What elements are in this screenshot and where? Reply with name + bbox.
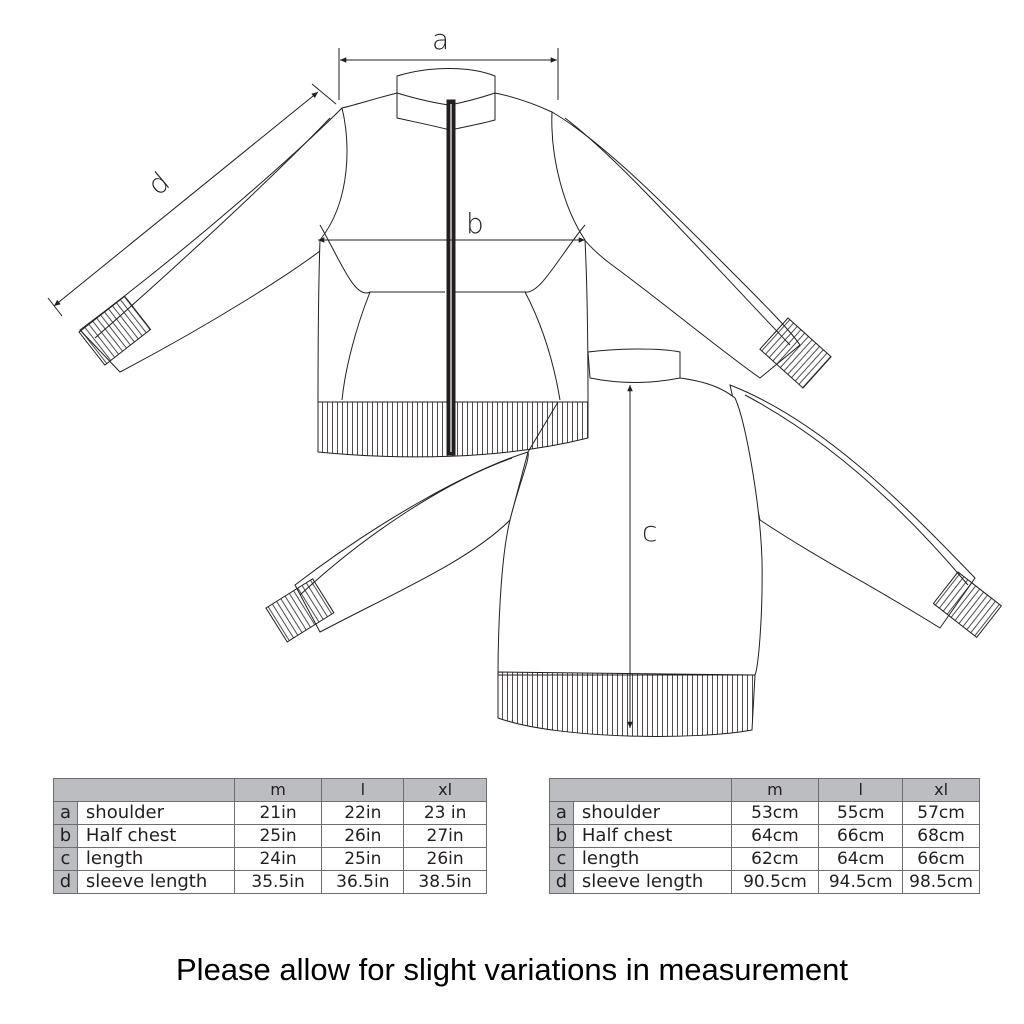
cell-l: 25in	[322, 848, 404, 871]
header-blank	[550, 779, 732, 802]
cell-l: 36.5in	[322, 871, 404, 894]
table-row	[550, 848, 980, 871]
row-key: c	[550, 848, 574, 871]
size-table-inches	[53, 778, 487, 894]
back-right-sleeve	[730, 385, 975, 628]
cell-xl: 38.5in	[404, 871, 487, 894]
label-d: d	[141, 165, 176, 202]
cell-m: 25in	[234, 825, 322, 848]
row-name: length	[77, 848, 234, 871]
cell-l: 22in	[322, 802, 404, 825]
header-size-l: l	[819, 779, 903, 802]
cell-l: 66cm	[819, 825, 903, 848]
table-row	[54, 802, 487, 825]
cell-m: 64cm	[731, 825, 819, 848]
back-left-sleeve	[295, 452, 528, 632]
table-row	[54, 871, 487, 894]
header-size-m: m	[731, 779, 819, 802]
cell-xl: 23 in	[404, 802, 487, 825]
row-key: d	[54, 871, 78, 894]
header-size-l: l	[322, 779, 404, 802]
cell-m: 62cm	[731, 848, 819, 871]
measurement-note: Please allow for slight variations in measurement	[176, 952, 848, 987]
label-b: b	[466, 207, 484, 240]
back-collar	[588, 349, 680, 383]
cell-m: 24in	[234, 848, 322, 871]
cell-m: 21in	[234, 802, 322, 825]
row-key: a	[550, 802, 574, 825]
cell-xl: 66cm	[903, 848, 980, 871]
table-row	[550, 825, 980, 848]
cell-xl: 68cm	[903, 825, 980, 848]
label-a: a	[432, 23, 450, 56]
row-name: Half chest	[573, 825, 731, 848]
row-name: sleeve length	[573, 871, 731, 894]
cell-m: 35.5in	[234, 871, 322, 894]
header-size-xl: xl	[404, 779, 487, 802]
row-key: b	[54, 825, 78, 848]
header-size-xl: xl	[903, 779, 980, 802]
row-key: d	[550, 871, 574, 894]
cell-l: 55cm	[819, 802, 903, 825]
table-header-row	[550, 779, 980, 802]
front-collar	[397, 69, 495, 131]
table-row	[550, 802, 980, 825]
cell-xl: 98.5cm	[903, 871, 980, 894]
header-blank	[54, 779, 235, 802]
cell-l: 94.5cm	[819, 871, 903, 894]
header-size-m: m	[234, 779, 322, 802]
row-name: Half chest	[77, 825, 234, 848]
table-row	[550, 871, 980, 894]
table-header-row	[54, 779, 487, 802]
row-name: shoulder	[573, 802, 731, 825]
table-row	[54, 825, 487, 848]
row-name: sleeve length	[77, 871, 234, 894]
cell-xl: 26in	[404, 848, 487, 871]
row-key: a	[54, 802, 78, 825]
cell-m: 90.5cm	[731, 871, 819, 894]
back-hem-rib	[498, 672, 755, 736]
row-key: b	[550, 825, 574, 848]
cell-m: 53cm	[731, 802, 819, 825]
cell-l: 26in	[322, 825, 404, 848]
label-c: c	[642, 515, 658, 548]
size-table-cm	[549, 778, 980, 894]
cell-xl: 57cm	[903, 802, 980, 825]
row-name: shoulder	[77, 802, 234, 825]
cell-xl: 27in	[404, 825, 487, 848]
cell-l: 64cm	[819, 848, 903, 871]
row-key: c	[54, 848, 78, 871]
row-name: length	[573, 848, 731, 871]
table-row	[54, 848, 487, 871]
